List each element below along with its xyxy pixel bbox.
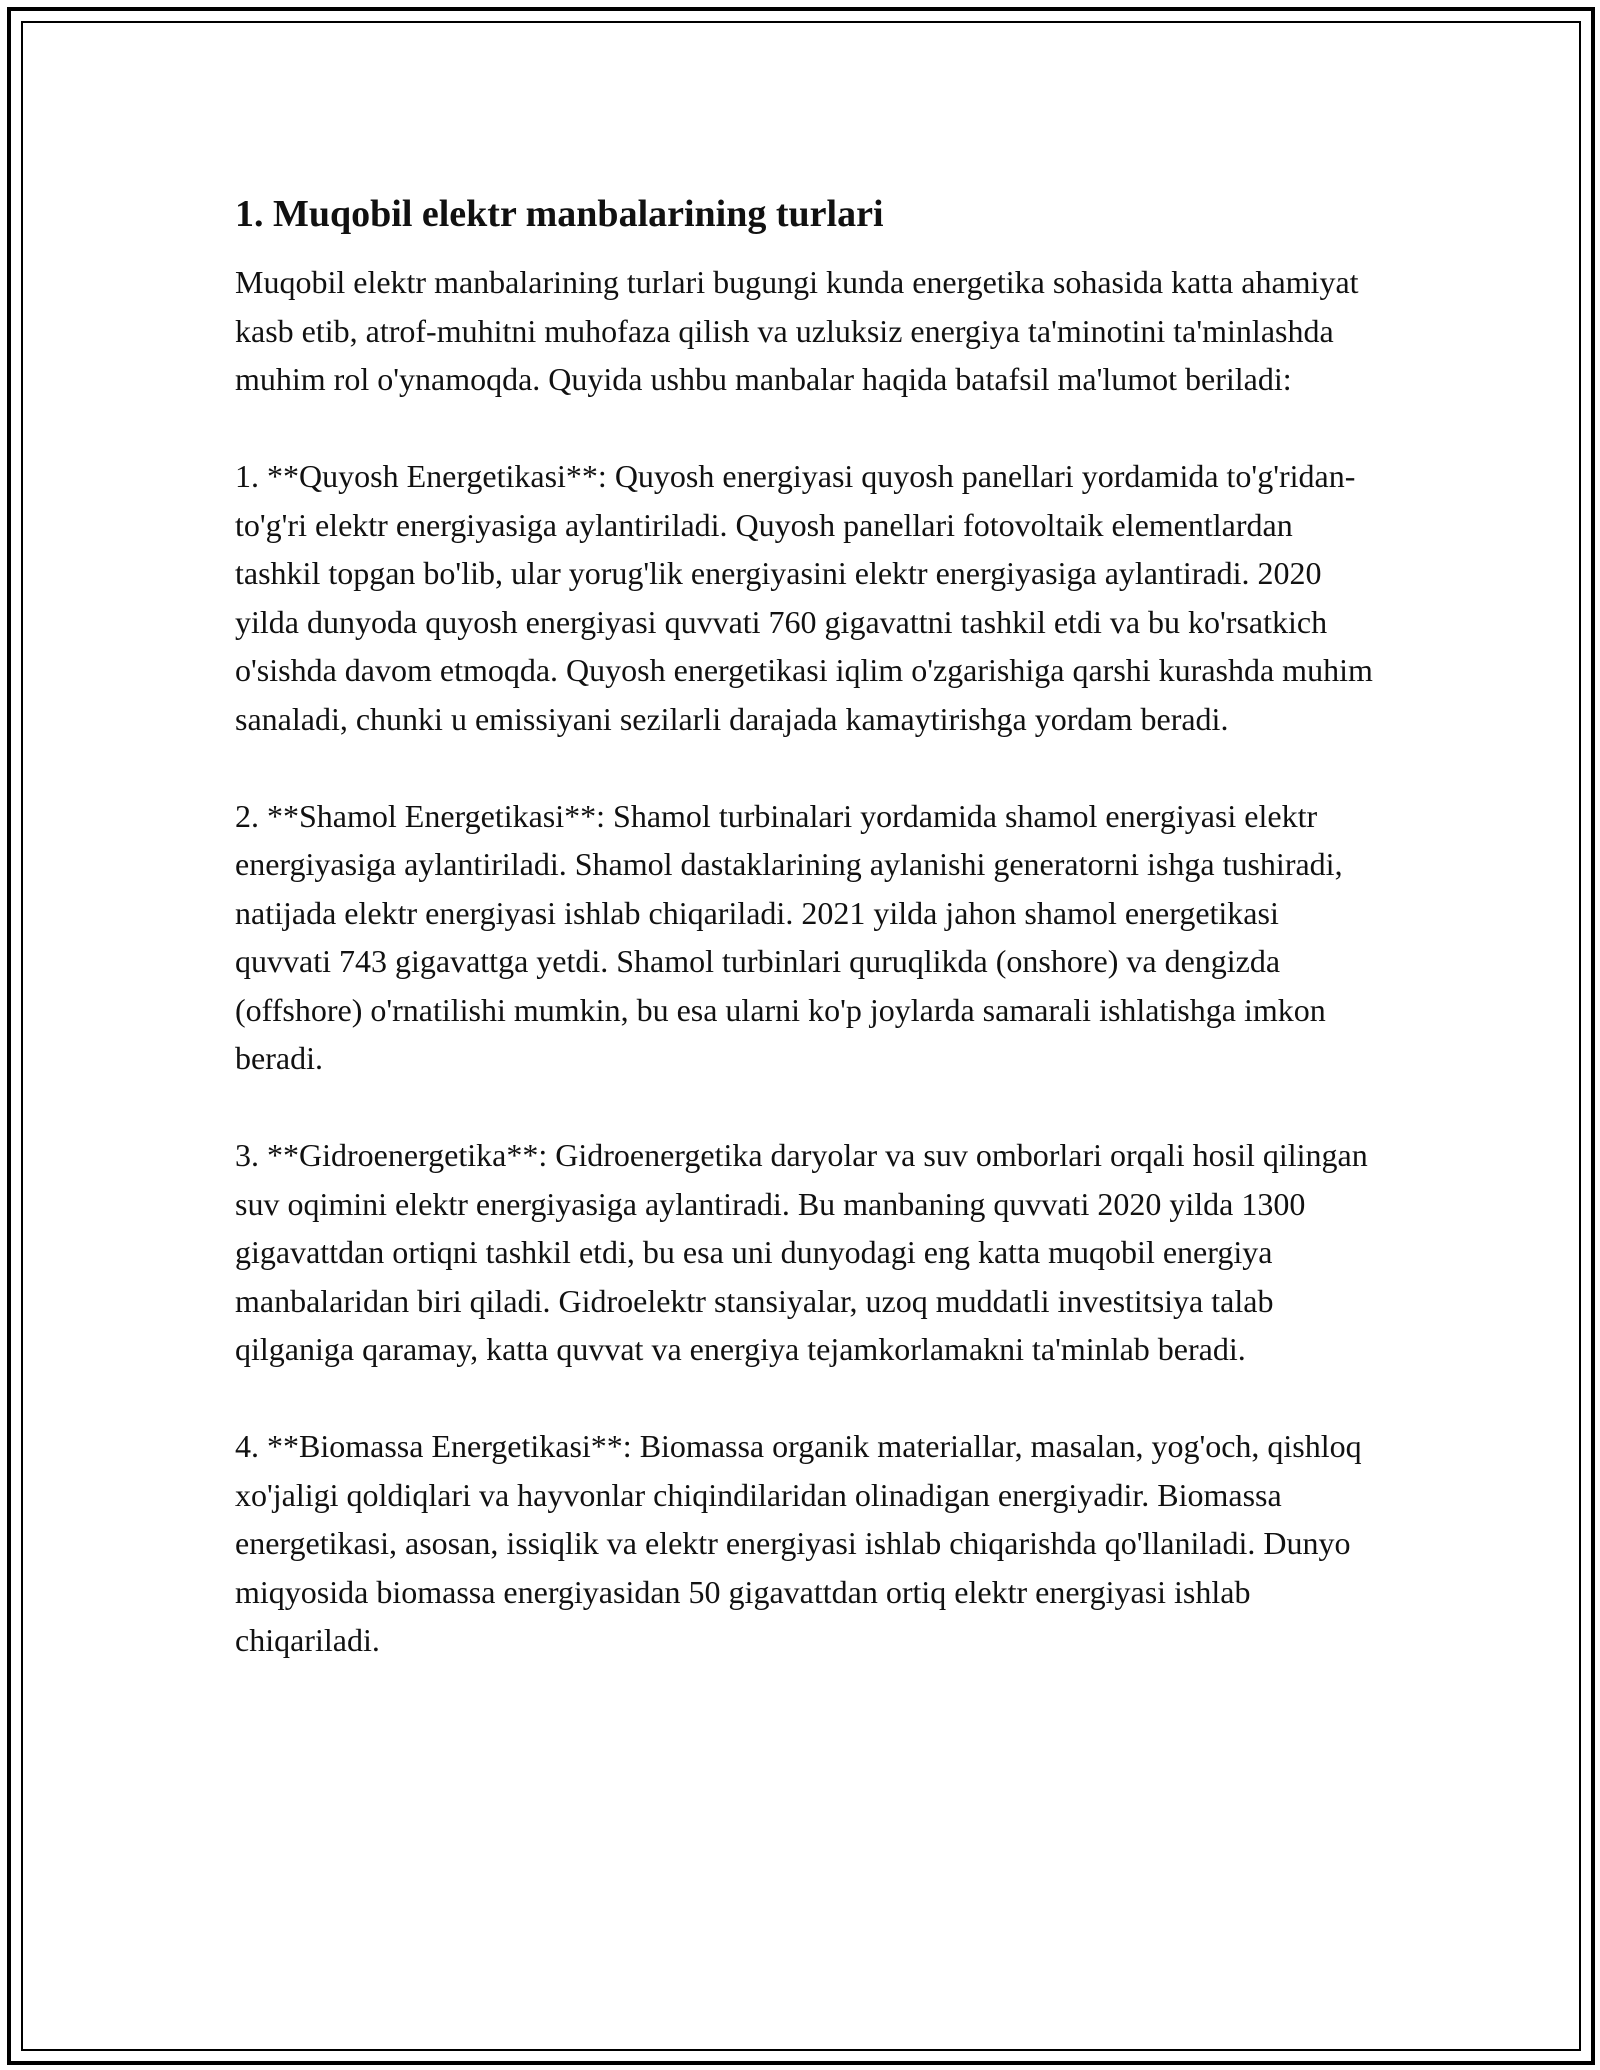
- section-heading: 1. Muqobil elektr manbalarining turlari: [235, 193, 884, 235]
- hydro-energy-paragraph: 3. **Gidroenergetika**: Gidroenergetika daryolar va suv omborlari orqali hosil qilingan suv oqimini elektr energiyasiga aylantiradi. Bu manbaning quvvati 2020 yilda 1300 gigavattdan ortiqni tashkil etdi, bu esa uni dunyodagi eng katta muqobil energiya manbalaridan biri qiladi. Gidroelektr stansiyalar, uzoq muddatli investitsiya talab qilganiga qaramay, katta quvvat va energiya tejamkorlamakni ta'minlab beradi.: [235, 1137, 1368, 1367]
- solar-energy-paragraph: 1. **Quyosh Energetikasi**: Quyosh energiyasi quyosh panellari yordamida to'g'ridan-to'g'ri elektr energiyasiga aylantiriladi. Quyosh panellari fotovoltaik elementlardan tashkil topgan bo'lib, ular yorug'lik energiyasini elektr energiyasiga aylantiradi. 2020 yilda dunyoda quyosh energiyasi quvvati 760 gigavattni tashkil etdi va bu ko'rsatkich o'sishda davom etmoqda. Quyosh energetikasi iqlim o'zgarishiga qarshi kurashda muhim sanaladi, chunki u emissiyani sezilarli darajada kamaytirishga yordam beradi.: [235, 458, 1373, 737]
- document-body: [235, 188, 1375, 1713]
- wind-energy-paragraph: 2. **Shamol Energetikasi**: Shamol turbinalari yordamida shamol energiyasi elektr energiyasiga aylantiriladi. Shamol dastaklarining aylanishi generatorni ishga tushiradi, natijada elektr energiyasi ishlab chiqariladi. 2021 yilda jahon shamol energetikasi quvvati 743 gigavattga yetdi. Shamol turbinlari quruqlikda (onshore) va dengizda (offshore) o'rnatilishi mumkin, bu esa ularni ko'p joylarda samarali ishlatishga imkon beradi.: [235, 797, 1343, 1076]
- intro-paragraph: Muqobil elektr manbalarining turlari bugungi kunda energetika sohasida katta ahamiyat kasb etib, atrof-muhitni muhofaza qilish va uzluksiz energiya ta'minotini ta'minlashda muhim rol o'ynamoqda. Quyida ushbu manbalar haqida batafsil ma'lumot beriladi:: [235, 264, 1359, 397]
- biomass-energy-paragraph: 4. **Biomassa Energetikasi**: Biomassa organik materiallar, masalan, yog'och, qishloq xo'jaligi qoldiqlari va hayvonlar chiqindilaridan olinadigan energiyadir. Biomassa energetikasi, asosan, issiqlik va elektr energiyasi ishlab chiqarishda qo'llaniladi. Dunyo miqyosida biomassa energiyasidan 50 gigavattdan ortiq elektr energiyasi ishlab chiqariladi.: [235, 1428, 1362, 1658]
